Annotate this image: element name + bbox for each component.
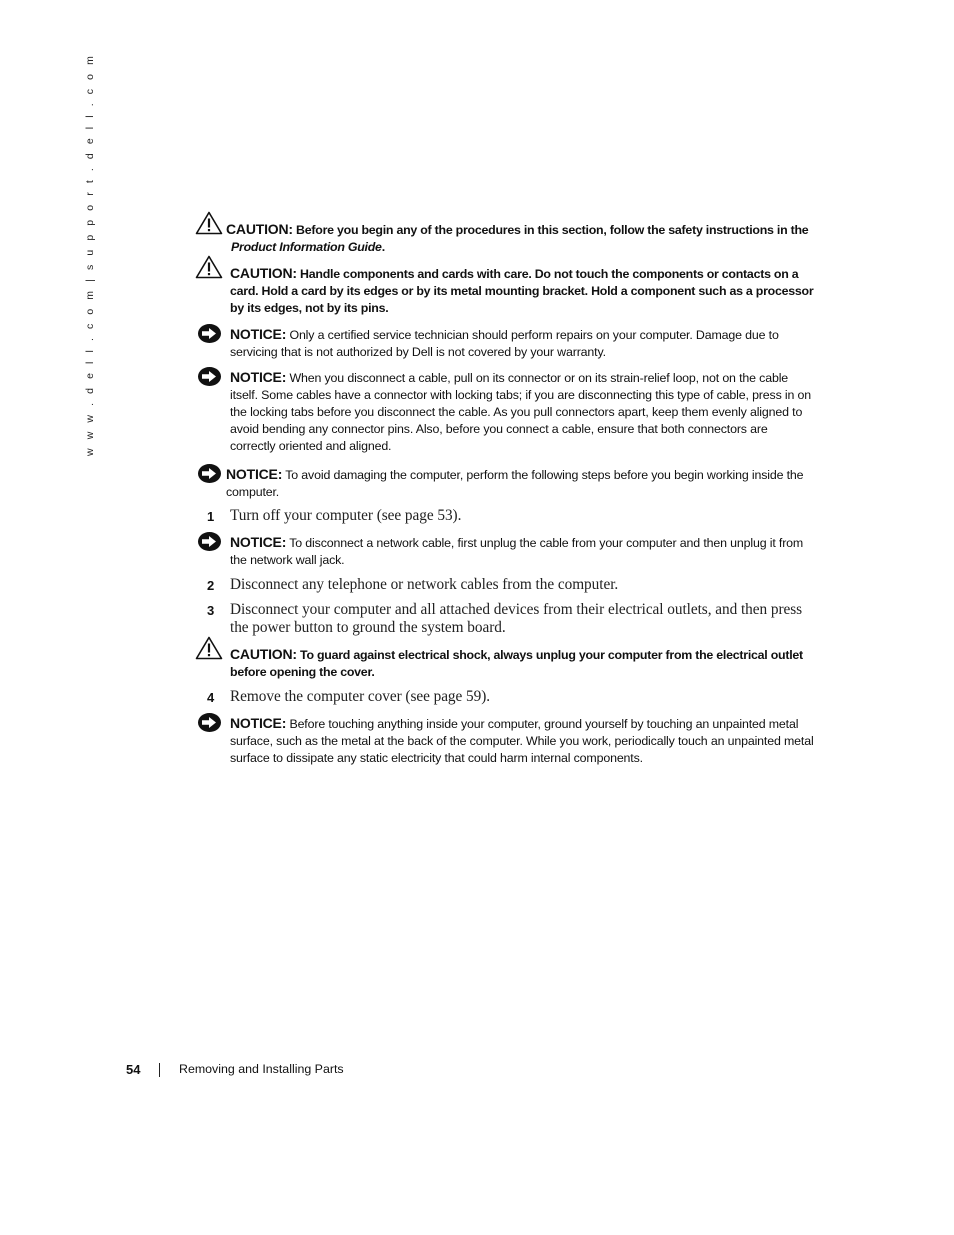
caution-end: . <box>381 240 385 254</box>
notice-text: To avoid damaging the computer, perform the following steps before you begin working inside the computer. <box>226 468 804 499</box>
caution-text: Before you begin any of the procedures in this section, follow the safety instructions in the <box>296 223 809 237</box>
notice-note <box>230 326 814 361</box>
notice-icon <box>197 323 222 344</box>
notice-label: NOTICE: <box>230 369 287 385</box>
notice-icon <box>197 531 222 552</box>
notice-label: NOTICE: <box>230 534 287 550</box>
sidebar-url: w w w . d e l l . c o m | s u p p o r t . d e l l . c o m <box>84 53 96 456</box>
caution-triangle-icon <box>195 636 223 660</box>
caution-doc-title: Product Information Guide <box>231 240 382 254</box>
caution-note <box>230 646 814 681</box>
caution-text: Handle components and cards with care. Do not touch the components or contacts on a card. Hold a card by its edges or by its metal mounting bracket. Hold a component such as a processor by its edges, not by its pins. <box>230 267 814 315</box>
page-number: 54 <box>126 1062 141 1077</box>
caution-triangle-icon <box>195 211 223 235</box>
notice-text: Before touching anything inside your computer, ground yourself by touching an unpainted metal surface, such as the metal at the back of the computer. While you work, periodically touch an unpainted metal surface to dissipate any static electricity that could harm internal components. <box>230 717 814 765</box>
step-number: 1 <box>207 509 215 524</box>
step-text: Turn off your computer (see page 53). <box>230 507 462 524</box>
step-text: Remove the computer cover (see page 59). <box>230 688 491 705</box>
caution-note <box>230 265 814 317</box>
notice-note <box>230 715 814 767</box>
caution-label: CAUTION: <box>230 265 297 281</box>
caution-triangle-icon <box>195 255 223 279</box>
step-number: 4 <box>207 690 215 705</box>
notice-text: When you disconnect a cable, pull on its connector or on its strain-relief loop, not on the cable itself. Some cables have a connector with locking tabs; if you are disconnecting this type of cable, press in on the locking tabs before you disconnect the cable. As you pull connectors apart, keep them evenly aligned to avoid bending any connector pins. Also, before you connect a cable, ensure that both connectors are correctly oriented and aligned. <box>230 371 812 453</box>
step-text: Disconnect your computer and all attached devices from their electrical outlets, and then press the power button to ground the system board. <box>230 601 803 636</box>
notice-note <box>230 369 814 455</box>
notice-text: To disconnect a network cable, first unplug the cable from your computer and then unplug it from the network wall jack. <box>230 536 804 567</box>
caution-note <box>226 221 816 256</box>
step-text: Disconnect any telephone or network cables from the computer. <box>230 576 619 593</box>
notice-icon <box>197 366 222 387</box>
footer-divider <box>159 1063 160 1077</box>
notice-label: NOTICE: <box>230 715 287 731</box>
step-number: 2 <box>207 578 215 593</box>
notice-icon <box>197 712 222 733</box>
notice-label: NOTICE: <box>226 466 283 482</box>
notice-note <box>226 466 814 501</box>
notice-note <box>230 534 814 569</box>
caution-label: CAUTION: <box>230 646 297 662</box>
notice-icon <box>197 463 222 484</box>
caution-label: CAUTION: <box>226 221 293 237</box>
caution-text: To guard against electrical shock, always unplug your computer from the electrical outlet before opening the cover. <box>230 648 803 679</box>
notice-label: NOTICE: <box>230 326 287 342</box>
step-number: 3 <box>207 603 215 618</box>
footer-section-title: Removing and Installing Parts <box>179 1062 344 1076</box>
notice-text: Only a certified service technician should perform repairs on your computer. Damage due to servicing that is not authorized by Dell is not covered by your warranty. <box>230 328 779 359</box>
